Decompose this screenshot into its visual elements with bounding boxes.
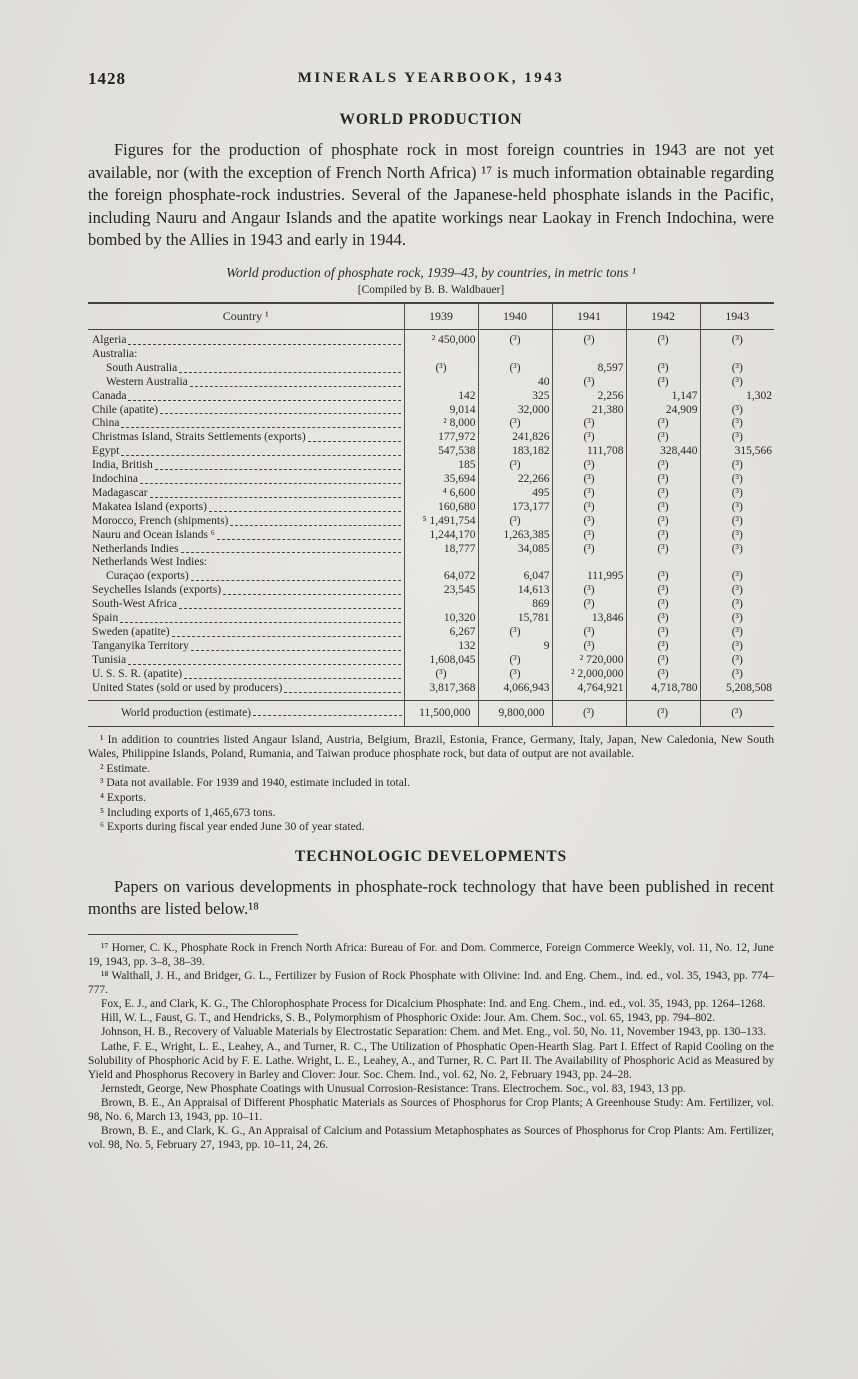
page-number: 1428 <box>88 69 126 88</box>
value-cell: (³) <box>700 431 774 445</box>
table-footer <box>88 700 774 726</box>
value-cell: (³) <box>478 459 552 473</box>
value-cell: (³) <box>552 700 626 726</box>
leader-dashes <box>191 650 401 651</box>
reference-item: ¹⁷ Horner, C. K., Phosphate Rock in French North Africa: Bureau of For. and Dom. Commerce, Foreign Commerce Weekly, vol. 11, No. 12, June 19, 1943, pp. 3–8, 38–39. <box>88 941 774 968</box>
country-cell <box>88 417 404 431</box>
running-head-title: MINERALS YEARBOOK, 1943 <box>297 70 565 86</box>
table-row <box>88 417 774 431</box>
value-cell: (³) <box>700 529 774 543</box>
value-cell: (³) <box>626 700 700 726</box>
value-cell: ² 2,000,000 <box>552 668 626 682</box>
value-cell: 35,694 <box>404 473 478 487</box>
leader-dashes <box>128 400 400 401</box>
country-label: Netherlands West Indies: <box>92 556 208 569</box>
value-cell: 4,066,943 <box>478 682 552 700</box>
value-cell: (³) <box>626 598 700 612</box>
country-cell <box>88 431 404 445</box>
country-label: Seychelles Islands (exports) <box>92 584 222 597</box>
value-cell <box>404 376 478 390</box>
value-cell <box>404 348 478 362</box>
value-cell: (³) <box>552 417 626 431</box>
table-row <box>88 543 774 557</box>
value-cell: (³) <box>700 626 774 640</box>
value-cell: (³) <box>552 543 626 557</box>
value-cell: 32,000 <box>478 404 552 418</box>
value-cell: (³) <box>700 612 774 626</box>
value-cell: (³) <box>626 626 700 640</box>
country-cell <box>88 668 404 682</box>
section-title-technologic: TECHNOLOGIC DEVELOPMENTS <box>295 847 567 865</box>
value-cell: 15,781 <box>478 612 552 626</box>
value-cell: 1,263,385 <box>478 529 552 543</box>
country-cell <box>88 390 404 404</box>
leader-dashes <box>128 344 400 345</box>
country-label: Morocco, French (shipments) <box>92 514 229 527</box>
value-cell: 11,500,000 <box>404 700 478 726</box>
value-cell: 495 <box>478 487 552 501</box>
country-label: Tunisia <box>92 653 127 666</box>
table-title: World production of phosphate rock, 1939–43, by countries, in metric tons ¹ <box>226 264 636 280</box>
value-cell: (³) <box>700 640 774 654</box>
country-cell <box>88 598 404 612</box>
value-cell: 6,267 <box>404 626 478 640</box>
world-production-paragraph: Figures for the production of phosphate rock in most foreign countries in 1943 are not yet available, nor (with the exception of French North Africa) ¹⁷ is much information obtainable regarding the foreign phosphate-rock industries. Several of the Japanese-held phosphate islands in the Pacific, including Nauru and Angaur Islands and the apatite workings near Laokay in French Indochina, were bombed by the Allies in 1943 and early in 1944. <box>88 140 774 250</box>
value-cell <box>626 556 700 570</box>
value-cell: (³) <box>478 654 552 668</box>
value-cell: 3,817,368 <box>404 682 478 700</box>
country-label: United States (sold or used by producers) <box>92 681 283 694</box>
column-header: 1940 <box>478 303 552 330</box>
value-cell: (³) <box>626 543 700 557</box>
value-cell: 547,538 <box>404 445 478 459</box>
value-cell: (³) <box>626 473 700 487</box>
country-label: Australia: <box>92 347 138 360</box>
value-cell: (³) <box>552 501 626 515</box>
leader-dashes <box>140 483 401 484</box>
table-row <box>88 682 774 700</box>
value-cell: (³) <box>700 515 774 529</box>
running-header <box>88 70 774 87</box>
value-cell: 183,182 <box>478 445 552 459</box>
leader-dashes <box>121 427 400 428</box>
value-cell: 1,244,170 <box>404 529 478 543</box>
reference-item: Hill, W. L., Faust, G. T., and Hendricks, S. B., Polymorphism of Phosphoric Oxide: Jour. Am. Chem. Soc., vol. 65, 1943, pp. 794–802. <box>101 1012 716 1025</box>
footnote-separator <box>88 934 298 935</box>
table-row <box>88 376 774 390</box>
value-cell: (³) <box>626 431 700 445</box>
value-cell: (³) <box>700 459 774 473</box>
country-cell <box>88 329 404 347</box>
value-cell: (³) <box>626 329 700 347</box>
value-cell: (³) <box>552 376 626 390</box>
country-cell <box>88 640 404 654</box>
leader-dashes <box>121 455 400 456</box>
value-cell: 64,072 <box>404 570 478 584</box>
value-cell: 2,256 <box>552 390 626 404</box>
table-group-row <box>88 348 774 362</box>
table-row <box>88 626 774 640</box>
value-cell <box>700 348 774 362</box>
value-cell: (³) <box>626 487 700 501</box>
country-label: Algeria <box>92 333 127 346</box>
table-row <box>88 612 774 626</box>
value-cell: (³) <box>552 515 626 529</box>
value-cell: 173,177 <box>478 501 552 515</box>
country-label: Makatea Island (exports) <box>92 500 207 513</box>
country-cell <box>88 473 404 487</box>
country-label: Indochina <box>92 473 138 486</box>
value-cell: 9 <box>478 640 552 654</box>
country-cell <box>88 404 404 418</box>
leader-dashes <box>150 497 401 498</box>
value-cell: 177,972 <box>404 431 478 445</box>
leader-dashes <box>230 525 400 526</box>
leader-dashes <box>128 664 400 665</box>
value-cell: (³) <box>626 362 700 376</box>
table-row <box>88 654 774 668</box>
leader-dashes <box>190 386 401 387</box>
value-cell: (³) <box>552 473 626 487</box>
leader-dashes <box>155 469 401 470</box>
country-cell <box>88 459 404 473</box>
country-label: U. S. S. R. (apatite) <box>92 667 183 680</box>
reference-item: Jernstedt, George, New Phosphate Coatings with Unusual Corrosion-Resistance: Trans. Electrochem. Soc., vol. 83, 1943, 13 pp. <box>101 1082 686 1095</box>
value-cell: (³) <box>404 668 478 682</box>
value-cell: 40 <box>478 376 552 390</box>
table-row <box>88 487 774 501</box>
country-cell <box>88 682 404 700</box>
country-label: Christmas Island, Straits Settlements (exports) <box>92 431 306 444</box>
value-cell: (³) <box>552 584 626 598</box>
reference-list <box>88 941 774 1152</box>
value-cell: 111,995 <box>552 570 626 584</box>
table-row <box>88 473 774 487</box>
value-cell: 869 <box>478 598 552 612</box>
value-cell: 160,680 <box>404 501 478 515</box>
value-cell: (³) <box>626 654 700 668</box>
value-cell: 13,846 <box>552 612 626 626</box>
table-footnote: ¹ In addition to countries listed Angaur Island, Austria, Belgium, Brazil, Estonia, France, Germany, Italy, Japan, New Caledonia, New South Wales, Philippine Islands, Poland, Rumania, and Taiwan produce phosphate rock, but data of output are not available. <box>88 732 774 761</box>
value-cell: (³) <box>552 640 626 654</box>
value-cell: (³) <box>626 640 700 654</box>
country-label: Curaçao (exports) <box>106 570 189 583</box>
value-cell <box>404 556 478 570</box>
value-cell: 22,266 <box>478 473 552 487</box>
value-cell: 142 <box>404 390 478 404</box>
table-footnote: ⁵ Including exports of 1,465,673 tons. <box>100 805 276 819</box>
value-cell: 24,909 <box>626 404 700 418</box>
value-cell: 4,764,921 <box>552 682 626 700</box>
reference-item: Johnson, H. B., Recovery of Valuable Materials by Electrostatic Separation: Chem. and Met. Eng., vol. 50, No. 11, November 1943, pp. 130–133. <box>101 1026 766 1039</box>
value-cell: (³) <box>700 700 774 726</box>
country-label: China <box>92 417 120 430</box>
value-cell: (³) <box>700 584 774 598</box>
country-cell <box>88 348 404 362</box>
table-total-row <box>88 700 774 726</box>
column-header: Country ¹ <box>88 303 404 330</box>
table-footnote: ³ Data not available. For 1939 and 1940, estimate included in total. <box>100 776 410 790</box>
value-cell: (³) <box>626 584 700 598</box>
reference-item: ¹⁸ Walthall, J. H., and Bridger, G. L., Fertilizer by Fusion of Rock Phosphate with Olivine: Ind. and Eng. Chem., ind. ed., vol. 35, 1943, pp. 774–777. <box>88 970 774 997</box>
table-row <box>88 431 774 445</box>
value-cell: (³) <box>626 668 700 682</box>
leader-dashes <box>160 413 400 414</box>
reference-item: Brown, B. E., An Appraisal of Different Phosphatic Materials as Sources of Phosphorus for Crop Plants; A Greenhouse Study: Am. Fertilizer, vol. 98, No. 6, March 13, 1943, pp. 10–11. <box>88 1096 774 1123</box>
column-header: 1941 <box>552 303 626 330</box>
country-label: Western Australia <box>106 375 188 388</box>
value-cell: 1,608,045 <box>404 654 478 668</box>
value-cell: (³) <box>552 431 626 445</box>
value-cell: (³) <box>626 501 700 515</box>
value-cell: (³) <box>552 487 626 501</box>
value-cell: (³) <box>626 515 700 529</box>
value-cell: ⁴ 6,600 <box>404 487 478 501</box>
country-label: India, British <box>92 459 153 472</box>
leader-dashes <box>223 594 400 595</box>
country-cell <box>88 654 404 668</box>
country-cell <box>88 700 404 726</box>
value-cell: 8,597 <box>552 362 626 376</box>
value-cell <box>700 556 774 570</box>
value-cell <box>626 348 700 362</box>
reference-item: Brown, B. E., and Clark, K. G., An Appraisal of Calcium and Potassium Metaphosphates as Sources of Phosphorus for Crop Plants: Am. Fertilizer, vol. 98, No. 5, February 27, 1943, pp. 10–11, 24, 26. <box>88 1125 774 1152</box>
leader-dashes <box>308 441 401 442</box>
value-cell: (³) <box>626 570 700 584</box>
value-cell <box>404 598 478 612</box>
table-body <box>88 329 774 700</box>
country-cell <box>88 543 404 557</box>
table-footnotes <box>88 733 774 835</box>
table-row <box>88 640 774 654</box>
leader-dashes <box>217 539 401 540</box>
table-row <box>88 598 774 612</box>
value-cell: (³) <box>552 598 626 612</box>
value-cell: 325 <box>478 390 552 404</box>
value-cell: 315,566 <box>700 445 774 459</box>
value-cell: 328,440 <box>626 445 700 459</box>
column-header: 1943 <box>700 303 774 330</box>
table-row <box>88 390 774 404</box>
value-cell: 34,085 <box>478 543 552 557</box>
country-label: Egypt <box>92 445 120 458</box>
value-cell: (³) <box>626 529 700 543</box>
value-cell: (³) <box>700 329 774 347</box>
column-header: 1939 <box>404 303 478 330</box>
value-cell: (³) <box>552 459 626 473</box>
table-row <box>88 584 774 598</box>
leader-dashes <box>284 692 400 693</box>
value-cell: (³) <box>404 362 478 376</box>
value-cell: (³) <box>478 329 552 347</box>
value-cell <box>478 556 552 570</box>
country-label: World production (estimate) <box>121 706 252 719</box>
country-label: South Australia <box>106 361 178 374</box>
value-cell: 9,014 <box>404 404 478 418</box>
leader-dashes <box>253 715 401 716</box>
value-cell: (³) <box>478 668 552 682</box>
table-row <box>88 459 774 473</box>
leader-dashes <box>209 511 401 512</box>
value-cell: (³) <box>700 501 774 515</box>
value-cell: ² 8,000 <box>404 417 478 431</box>
country-label: Tanganyika Territory <box>92 639 189 652</box>
value-cell: (³) <box>478 417 552 431</box>
table-compiled-by: [Compiled by B. B. Waldbauer] <box>357 283 505 296</box>
table-row <box>88 515 774 529</box>
section-title-world-production: WORLD PRODUCTION <box>339 111 523 128</box>
value-cell: (³) <box>478 515 552 529</box>
technologic-paragraph: Papers on various developments in phosphate-rock technology that have been published in recent months are listed below.¹⁸ <box>88 876 774 919</box>
value-cell: 14,613 <box>478 584 552 598</box>
country-cell <box>88 529 404 543</box>
value-cell: (³) <box>700 362 774 376</box>
reference-item: Lathe, F. E., Wright, L. E., Leahey, A., and Turner, R. C., The Utilization of Phosphatic Open-Hearth Slag. Part I. Effect of Rapid Cooling on the Solubility of Phosphoric Acid by F. E. Lathe. Wright, L. E., Leahey, A., and Turner, R. C. Part II. The Availability of Phosphoric Acid as Measured by Yield and Phosphorus Recovery in Barley and Clover: Jour. Soc. Chem. Ind., vol. 62, No. 2, February 1943, pp. 24–28. <box>88 1040 774 1081</box>
leader-dashes <box>179 372 400 373</box>
table-row <box>88 445 774 459</box>
value-cell: (³) <box>626 612 700 626</box>
value-cell: ² 720,000 <box>552 654 626 668</box>
table-row <box>88 668 774 682</box>
country-cell <box>88 445 404 459</box>
value-cell: (³) <box>700 543 774 557</box>
value-cell: (³) <box>700 487 774 501</box>
value-cell: 4,718,780 <box>626 682 700 700</box>
value-cell: 6,047 <box>478 570 552 584</box>
leader-dashes <box>179 608 401 609</box>
country-cell <box>88 556 404 570</box>
country-cell <box>88 376 404 390</box>
country-cell <box>88 612 404 626</box>
country-label: Madagascar <box>92 486 148 499</box>
value-cell: 9,800,000 <box>478 700 552 726</box>
value-cell: (³) <box>552 529 626 543</box>
table-row <box>88 529 774 543</box>
country-label: Canada <box>92 389 127 402</box>
country-label: South-West Africa <box>92 598 177 611</box>
value-cell: (³) <box>700 376 774 390</box>
country-cell <box>88 584 404 598</box>
value-cell: (³) <box>700 473 774 487</box>
table-row <box>88 404 774 418</box>
value-cell: 185 <box>404 459 478 473</box>
country-label: Netherlands Indies <box>92 542 179 555</box>
leader-dashes <box>120 622 400 623</box>
value-cell: 23,545 <box>404 584 478 598</box>
value-cell: (³) <box>700 598 774 612</box>
leader-dashes <box>184 678 400 679</box>
value-cell: ² 450,000 <box>404 329 478 347</box>
value-cell: 18,777 <box>404 543 478 557</box>
value-cell: 10,320 <box>404 612 478 626</box>
value-cell: (³) <box>478 362 552 376</box>
column-header: 1942 <box>626 303 700 330</box>
table-footnote: ⁶ Exports during fiscal year ended June 30 of year stated. <box>100 820 365 834</box>
table-row <box>88 501 774 515</box>
value-cell: (³) <box>700 570 774 584</box>
leader-dashes <box>172 636 401 637</box>
table-header <box>88 303 774 330</box>
value-cell: 132 <box>404 640 478 654</box>
value-cell: (³) <box>700 668 774 682</box>
value-cell <box>552 556 626 570</box>
value-cell: (³) <box>552 626 626 640</box>
leader-dashes <box>191 580 401 581</box>
value-cell: (³) <box>626 417 700 431</box>
country-cell <box>88 362 404 376</box>
reference-item: Fox, E. J., and Clark, K. G., The Chlorophosphate Process for Dicalcium Phosphate: Ind. and Eng. Chem., ind. ed., vol. 35, 1943, pp. 1264–1268. <box>101 998 766 1011</box>
country-label: Chile (apatite) <box>92 403 159 416</box>
value-cell: 241,826 <box>478 431 552 445</box>
country-cell <box>88 515 404 529</box>
value-cell: (³) <box>700 654 774 668</box>
table-row <box>88 362 774 376</box>
country-cell <box>88 570 404 584</box>
value-cell: (³) <box>626 376 700 390</box>
country-cell <box>88 501 404 515</box>
production-table <box>88 302 774 727</box>
country-label: Spain <box>92 612 119 625</box>
value-cell: (³) <box>700 404 774 418</box>
value-cell: (³) <box>700 417 774 431</box>
value-cell: 21,380 <box>552 404 626 418</box>
value-cell: 1,147 <box>626 390 700 404</box>
table-row <box>88 329 774 347</box>
value-cell: (³) <box>626 459 700 473</box>
value-cell <box>552 348 626 362</box>
table-footnote: ⁴ Exports. <box>100 790 146 804</box>
leader-dashes <box>181 552 401 553</box>
value-cell: ⁵ 1,491,754 <box>404 515 478 529</box>
table-group-row <box>88 556 774 570</box>
value-cell: (³) <box>552 329 626 347</box>
value-cell: 1,302 <box>700 390 774 404</box>
table-footnote: ² Estimate. <box>100 761 150 775</box>
table-header-row <box>88 303 774 330</box>
value-cell: 5,208,508 <box>700 682 774 700</box>
value-cell <box>478 348 552 362</box>
table-row <box>88 570 774 584</box>
country-label: Nauru and Ocean Islands ⁶ <box>92 528 215 541</box>
country-cell <box>88 626 404 640</box>
value-cell: (³) <box>478 626 552 640</box>
country-cell <box>88 487 404 501</box>
country-label: Sweden (apatite) <box>92 626 170 638</box>
value-cell: 111,708 <box>552 445 626 459</box>
